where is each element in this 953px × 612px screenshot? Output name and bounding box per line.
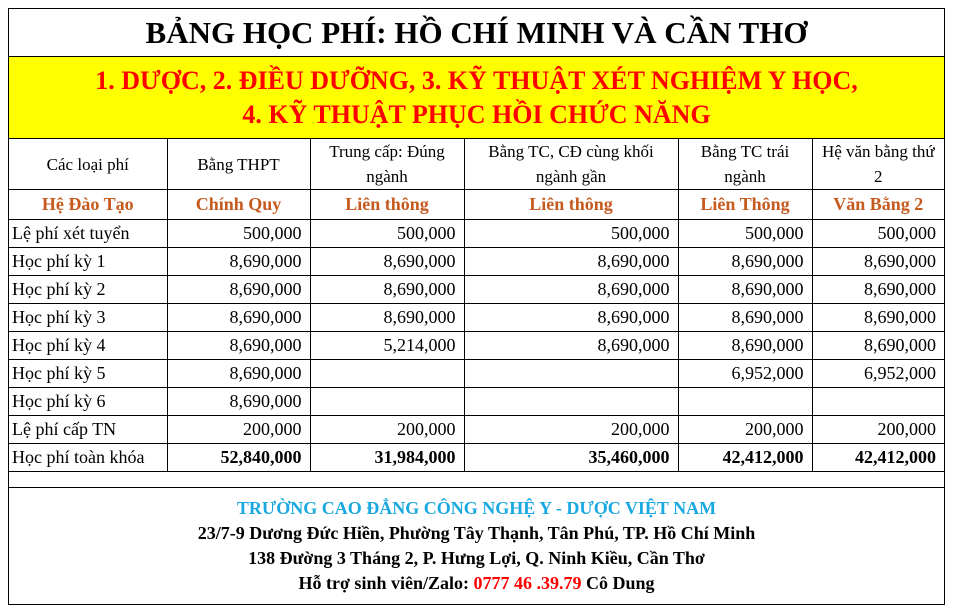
fee-cell — [812, 388, 944, 416]
fee-cell: 8,690,000 — [167, 248, 310, 276]
fee-cell: Liên thông — [310, 190, 464, 220]
school-name: TRƯỜNG CAO ĐẲNG CÔNG NGHỆ Y - DƯỢC VIỆT NAM — [236, 498, 717, 518]
row-label-cell: Học phí kỳ 3 — [9, 304, 167, 332]
address-cantho: 138 Đường 3 Tháng 2, P. Hưng Lợi, Q. Ninh Kiều, Cần Thơ — [248, 548, 705, 568]
fee-cell: 8,690,000 — [812, 304, 944, 332]
fee-table — [9, 139, 944, 472]
program-type-row — [9, 190, 944, 220]
table-row — [9, 360, 944, 388]
fee-cell — [310, 360, 464, 388]
fee-cell: 8,690,000 — [167, 304, 310, 332]
total-row — [9, 444, 944, 472]
fee-cell: 8,690,000 — [678, 304, 812, 332]
table-row — [9, 388, 944, 416]
fee-cell — [678, 388, 812, 416]
fee-cell: 6,952,000 — [812, 360, 944, 388]
table-row — [9, 304, 944, 332]
fee-cell: Trung cấp: Đúng ngành — [310, 139, 464, 190]
fee-cell: 8,690,000 — [167, 360, 310, 388]
fee-cell: 500,000 — [464, 220, 678, 248]
programs-line-1: 1. DƯỢC, 2. ĐIỀU DƯỠNG, 3. KỸ THUẬT XÉT NGHIỆM Y HỌC, — [95, 65, 858, 95]
fee-cell: Bằng TC, CĐ cùng khối ngành gần — [464, 139, 678, 190]
fee-cell: 8,690,000 — [464, 332, 678, 360]
fee-cell: Liên Thông — [678, 190, 812, 220]
table-row — [9, 220, 944, 248]
fee-cell: 8,690,000 — [167, 276, 310, 304]
fee-cell: 42,412,000 — [678, 444, 812, 472]
row-label-cell: Học phí kỳ 5 — [9, 360, 167, 388]
table-row — [9, 416, 944, 444]
fee-cell: 500,000 — [310, 220, 464, 248]
programs-banner — [9, 57, 944, 139]
row-label-cell: Học phí kỳ 2 — [9, 276, 167, 304]
header-row — [9, 139, 944, 190]
row-label-cell: Lệ phí cấp TN — [9, 416, 167, 444]
fee-cell: Văn Bằng 2 — [812, 190, 944, 220]
fee-cell: 8,690,000 — [812, 332, 944, 360]
fee-cell: 200,000 — [678, 416, 812, 444]
fee-cell: 8,690,000 — [310, 304, 464, 332]
fee-cell: 35,460,000 — [464, 444, 678, 472]
table-row — [9, 248, 944, 276]
row-label-cell: Học phí kỳ 4 — [9, 332, 167, 360]
fee-cell: 8,690,000 — [310, 248, 464, 276]
fee-cell: 8,690,000 — [812, 276, 944, 304]
table-row — [9, 276, 944, 304]
fee-cell: 52,840,000 — [167, 444, 310, 472]
fee-cell: Liên thông — [464, 190, 678, 220]
row-label-cell: Học phí kỳ 6 — [9, 388, 167, 416]
fee-cell: 5,214,000 — [310, 332, 464, 360]
fee-table-body — [9, 139, 944, 472]
fee-cell: 8,690,000 — [167, 332, 310, 360]
table-row — [9, 332, 944, 360]
footer-contact — [9, 487, 944, 604]
fee-cell: Hệ văn bằng thứ 2 — [812, 139, 944, 190]
fee-cell: 8,690,000 — [812, 248, 944, 276]
fee-document — [8, 8, 945, 605]
support-label: Hỗ trợ sinh viên/Zalo: — [298, 573, 469, 593]
fee-cell: 500,000 — [812, 220, 944, 248]
fee-cell: 42,412,000 — [812, 444, 944, 472]
row-label-cell: Các loại phí — [9, 139, 167, 190]
fee-cell: 8,690,000 — [678, 332, 812, 360]
fee-cell: 8,690,000 — [678, 248, 812, 276]
fee-cell — [464, 360, 678, 388]
fee-cell: 31,984,000 — [310, 444, 464, 472]
fee-cell: 8,690,000 — [310, 276, 464, 304]
address-hcm: 23/7-9 Dương Đức Hiền, Phường Tây Thạnh, Tân Phú, TP. Hồ Chí Minh — [197, 523, 756, 543]
support-phone[interactable]: 0777 46 .39.79 — [473, 573, 582, 593]
fee-cell: 200,000 — [812, 416, 944, 444]
fee-cell: Bằng TC trái ngành — [678, 139, 812, 190]
fee-cell: Chính Quy — [167, 190, 310, 220]
fee-cell: 500,000 — [678, 220, 812, 248]
fee-cell: 200,000 — [310, 416, 464, 444]
fee-cell: 8,690,000 — [464, 304, 678, 332]
fee-cell: 8,690,000 — [678, 276, 812, 304]
fee-cell: 200,000 — [167, 416, 310, 444]
programs-line-2: 4. KỸ THUẬT PHỤC HỒI CHỨC NĂNG — [242, 99, 711, 129]
fee-cell: 8,690,000 — [464, 276, 678, 304]
fee-cell: 6,952,000 — [678, 360, 812, 388]
fee-cell: 500,000 — [167, 220, 310, 248]
page-title: BẢNG HỌC PHÍ: HỒ CHÍ MINH VÀ CẦN THƠ — [9, 9, 944, 57]
fee-cell: Bằng THPT — [167, 139, 310, 190]
row-label-cell: Hệ Đào Tạo — [9, 190, 167, 220]
fee-cell: 8,690,000 — [464, 248, 678, 276]
fee-cell: 8,690,000 — [167, 388, 310, 416]
row-label-cell: Lệ phí xét tuyển — [9, 220, 167, 248]
fee-cell — [464, 388, 678, 416]
row-label-cell: Học phí kỳ 1 — [9, 248, 167, 276]
row-label-cell: Học phí toàn khóa — [9, 444, 167, 472]
fee-cell — [310, 388, 464, 416]
support-line — [298, 571, 654, 596]
fee-cell: 200,000 — [464, 416, 678, 444]
contact-name: Cô Dung — [585, 573, 655, 593]
